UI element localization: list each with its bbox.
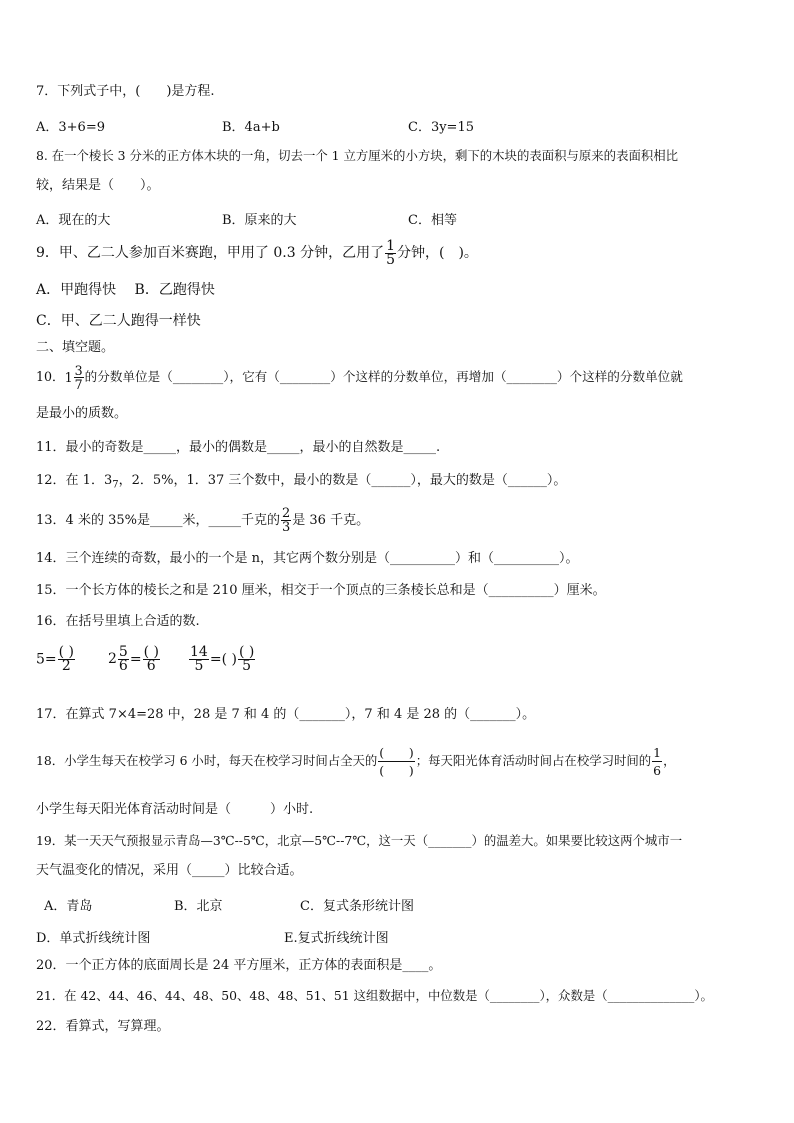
q16-e2-rden: 6 xyxy=(146,658,156,674)
q9-frac-num: 1 xyxy=(386,237,395,254)
q16-e2-eq: = xyxy=(129,651,142,668)
section-fill-blank-title: 二、填空题。 xyxy=(36,340,115,355)
q22: 22．看算式，写算理。 xyxy=(36,1019,170,1034)
q16-e3-rnum: ( ) xyxy=(238,644,255,660)
q8-option-c: C．相等 xyxy=(408,213,457,228)
q12-pre: 12．在 1．3 xyxy=(36,473,113,488)
q19-line2: 天气温变化的情况，采用（_____）比较合适。 xyxy=(36,863,303,878)
q16-e3-eq: = xyxy=(209,651,222,668)
q7-option-c: C．3y=15 xyxy=(408,120,474,135)
q16-e3-num: 14 xyxy=(190,644,208,660)
q8-option-b: B．原来的大 xyxy=(222,213,297,228)
q7-option-b: B．4a+b xyxy=(222,120,280,135)
q9-stem xyxy=(36,236,478,270)
q9-pre: 9．甲、乙二人参加百米赛跑，甲用了 0.3 分钟，乙用了 xyxy=(36,245,385,261)
q10-line1 xyxy=(36,360,683,395)
q8-line1: 8. 在一个棱长 3 分米的正方体木块的一角，切去一个 1 立方厘米的小方块，剩下的木块的表面积与原来的表面积相比 xyxy=(36,148,679,163)
q10-frac-den: 7 xyxy=(74,377,83,392)
q18-line2: 小学生每天阳光体育活动时间是（ ）小时. xyxy=(36,802,314,817)
q12 xyxy=(36,473,566,494)
q16-e2-den: 6 xyxy=(118,658,128,674)
q16-e1-left: 5= xyxy=(36,651,57,668)
q18-mid: ；每天阳光体育活动时间占在校学习时间的 xyxy=(415,753,652,768)
q10-mixed-number xyxy=(65,361,85,395)
q17: 17．在算式 7×4=28 中，28 是 7 和 4 的（_______），7 和 4 是 28 的（_______）。 xyxy=(36,707,536,722)
q16-e3-whole: ( ) xyxy=(221,651,237,668)
q8-line2: 较，结果是（ ）。 xyxy=(36,178,160,193)
q19-option-d: D．单式折线统计图 xyxy=(36,931,151,946)
q16-expr-3 xyxy=(188,646,256,673)
q16-e2-whole: 2 xyxy=(108,651,117,667)
q18-frac-den: ( ) xyxy=(379,763,414,778)
q21: 21．在 42、44、46、44、48、50、48、48、51、51 这组数据中，中位数是（________），众数是（______________）。 xyxy=(36,988,713,1003)
q19-option-b: B．北京 xyxy=(174,899,223,914)
q10-post: 的分数单位是（________），它有（________）个这样的分数单位，再增加（________）个这样的分数单位就 xyxy=(84,369,683,384)
q16-e3-rden: 5 xyxy=(242,658,252,674)
q9-frac-den: 5 xyxy=(386,251,395,268)
q10-whole: 1 xyxy=(64,369,73,385)
q9-fraction xyxy=(385,237,396,268)
q19-line1: 19．某一天天气预报显示青岛—3℃--5℃，北京—5℃--7℃，这一天（_______）的温差大。如果要比较这两个城市一 xyxy=(36,833,683,848)
q16-expr-1 xyxy=(36,646,76,673)
q13-post: 是 36 千克。 xyxy=(292,513,370,528)
q12-repeat-digit: 7 xyxy=(112,479,119,491)
q8-option-a: A．现在的大 xyxy=(36,213,111,228)
q9-option-c: C．甲、乙二人跑得一样快 xyxy=(36,313,201,329)
q18-frac-num: ( ) xyxy=(379,745,414,760)
q16-e2-rnum: ( ) xyxy=(143,644,159,660)
q14: 14．三个连续的奇数，最小的一个是 n，其它两个数分别是（__________）和（__________）。 xyxy=(36,551,579,566)
q10-frac-num: 3 xyxy=(74,363,83,378)
q13-pre: 13．4 米的 35%是_____米，_____千克的 xyxy=(36,513,280,528)
q15: 15．一个长方体的棱长之和是 210 厘米，相交于一个顶点的三条棱长总和是（__________）厘米。 xyxy=(36,583,606,598)
q18-post: ， xyxy=(663,753,676,768)
q16-expr-2 xyxy=(108,646,161,673)
q7-option-a: A．3+6=9 xyxy=(36,120,105,135)
q13 xyxy=(36,503,369,539)
q16-e2-num: 5 xyxy=(118,644,128,660)
q10-line2: 是最小的质数。 xyxy=(36,406,128,421)
q18-line1 xyxy=(36,738,675,784)
q16-e1-num: ( ) xyxy=(58,644,75,660)
q18-pre: 18．小学生每天在校学习 6 小时，每天在校学习时间占全天的 xyxy=(36,753,378,768)
q18-frac2-num: 1 xyxy=(653,745,662,760)
q9-post: 分钟，( )。 xyxy=(397,245,478,261)
q11: 11．最小的奇数是_____，最小的偶数是_____，最小的自然数是_____. xyxy=(36,440,441,455)
q16-e1-den: 2 xyxy=(61,658,71,674)
q16-e3-den: 5 xyxy=(194,658,204,674)
q12-post: ，2．5%，1．37 三个数中，最小的数是（______），最大的数是（______）。 xyxy=(118,473,567,488)
q19-option-c: C．复式条形统计图 xyxy=(300,899,414,914)
q9-options-ab: A．甲跑得快 B．乙跑得快 xyxy=(36,282,215,298)
q13-frac-num: 2 xyxy=(281,506,291,521)
q7-stem: 7．下列式子中，( )是方程. xyxy=(36,84,215,99)
q13-frac-den: 3 xyxy=(281,520,291,535)
q19-option-a: A．青岛 xyxy=(44,899,93,914)
q19-option-e: E.复式折线统计图 xyxy=(284,931,389,946)
q16-stem: 16．在括号里填上合适的数. xyxy=(36,614,200,629)
q18-frac2-den: 6 xyxy=(653,763,662,778)
q10-num: 10． xyxy=(36,369,65,384)
q20: 20．一个正方体的底面周长是 24 平方厘米，正方体的表面积是____。 xyxy=(36,958,442,973)
